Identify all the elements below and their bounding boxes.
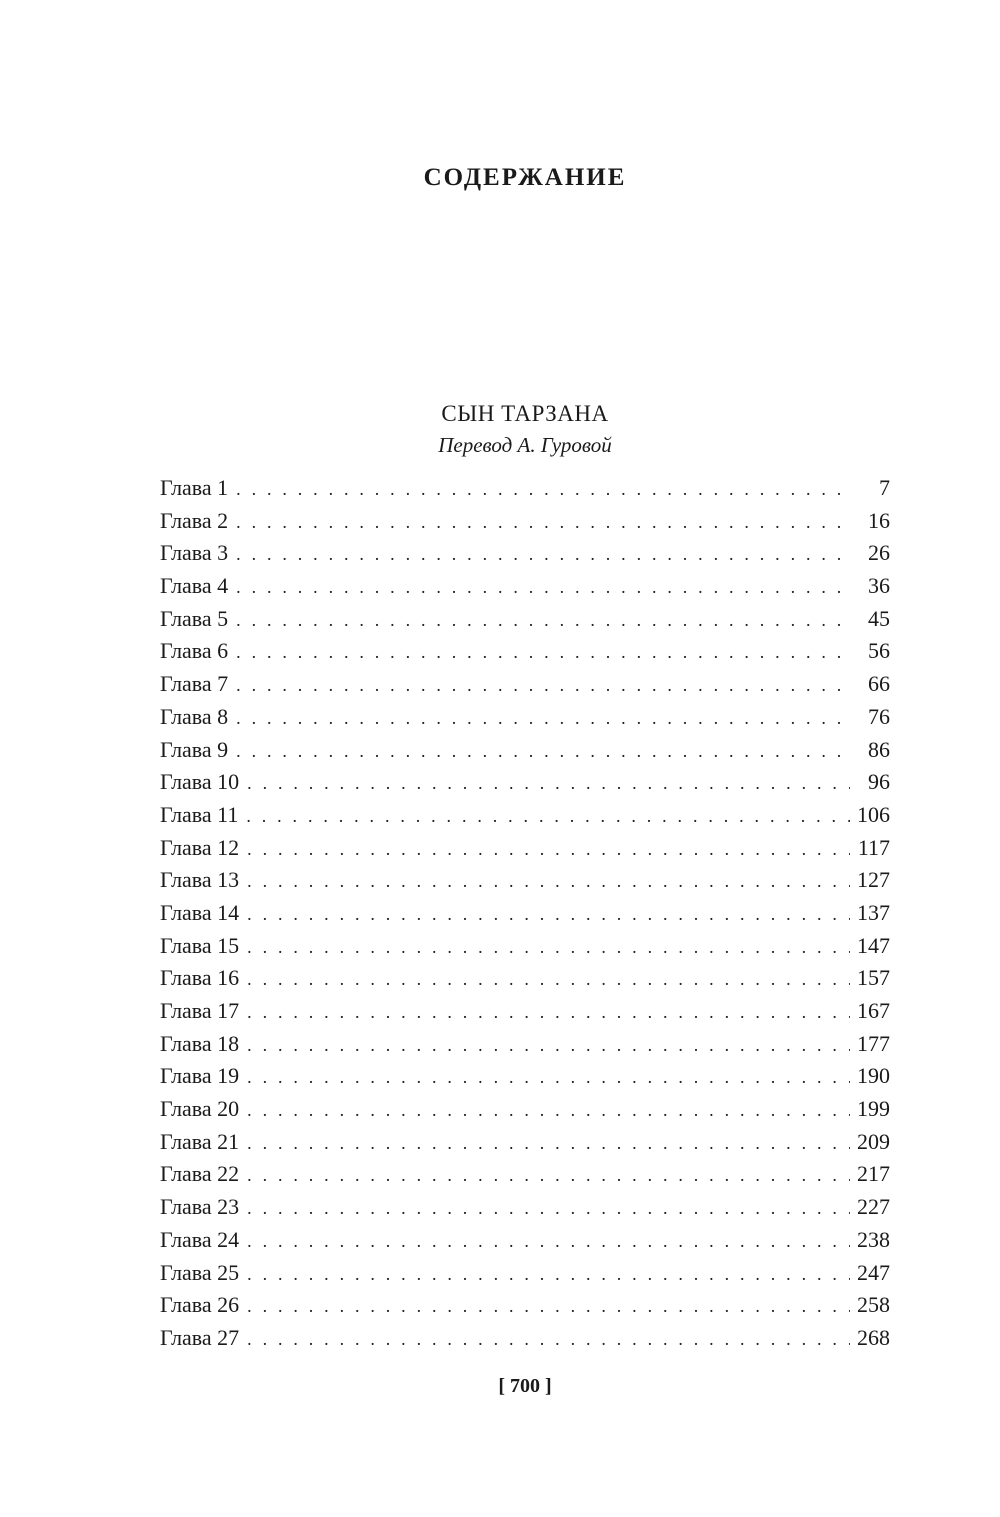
toc-entry-label: Глава 22 [160, 1161, 240, 1187]
toc-entry [160, 864, 890, 897]
toc-dot-leader [247, 931, 850, 964]
toc-entry-page: 227 [857, 1194, 890, 1220]
toc-entry-page: 137 [857, 899, 890, 925]
toc-entry [160, 1289, 890, 1322]
page-number: [ 700 ] [498, 1375, 552, 1397]
toc-entry [160, 930, 890, 963]
toc-entry [160, 766, 890, 799]
toc-dot-leader [236, 538, 850, 571]
toc-dot-leader [236, 604, 850, 637]
toc-entry-page: 106 [857, 801, 890, 827]
toc-entry-label: Глава 7 [160, 671, 229, 697]
toc-entry-label: Глава 19 [160, 1063, 240, 1089]
toc-entry [160, 472, 890, 505]
toc-entry-label: Глава 9 [160, 736, 229, 762]
table-of-contents [160, 472, 890, 1355]
toc-entry [160, 505, 890, 538]
toc-dot-leader [247, 1258, 850, 1291]
toc-entry-label: Глава 10 [160, 769, 240, 795]
toc-entry [160, 603, 890, 636]
toc-entry-page: 7 [879, 475, 890, 500]
toc-entry [160, 962, 890, 995]
toc-entry-page: 190 [857, 1063, 890, 1089]
toc-entry-page: 66 [868, 671, 890, 697]
toc-entry-page: 217 [857, 1161, 890, 1187]
toc-entry-page: 167 [857, 998, 890, 1023]
toc-dot-leader [247, 767, 850, 800]
toc-entry-page: 247 [857, 1259, 890, 1285]
toc-dot-leader [247, 898, 850, 931]
toc-entry-label: Глава 14 [160, 899, 240, 925]
page-title: СОДЕРЖАНИЕ [423, 164, 627, 191]
toc-entry [160, 701, 890, 734]
toc-dot-leader [247, 963, 850, 996]
toc-entry [160, 1322, 890, 1355]
toc-dot-leader [247, 1029, 850, 1062]
toc-dot-leader [236, 473, 850, 506]
toc-entry-page: 268 [857, 1324, 890, 1350]
toc-dot-leader [247, 833, 850, 866]
toc-entry [160, 1257, 890, 1290]
toc-dot-leader [247, 996, 850, 1029]
toc-entry [160, 1060, 890, 1093]
toc-entry-label: Глава 11 [160, 801, 239, 827]
toc-entry [160, 832, 890, 865]
toc-entry-label: Глава 24 [160, 1226, 240, 1252]
toc-dot-leader [247, 1159, 850, 1192]
toc-entry [160, 1158, 890, 1191]
toc-dot-leader [247, 1323, 850, 1356]
toc-dot-leader [247, 865, 850, 898]
toc-dot-leader [247, 1192, 850, 1225]
toc-entry [160, 1224, 890, 1257]
toc-entry [160, 1093, 890, 1126]
toc-entry-label: Глава 18 [160, 1030, 240, 1056]
toc-dot-leader [247, 1127, 850, 1160]
toc-entry-page: 117 [857, 834, 890, 860]
toc-entry [160, 570, 890, 603]
toc-entry-label: Глава 17 [160, 998, 240, 1023]
toc-entry [160, 1191, 890, 1224]
toc-entry-label: Глава 2 [160, 507, 229, 533]
toc-entry-page: 16 [868, 507, 890, 533]
toc-entry-page: 127 [857, 867, 890, 893]
toc-entry-page: 86 [868, 736, 890, 762]
toc-dot-leader [247, 1094, 850, 1127]
toc-entry-label: Глава 1 [160, 475, 229, 500]
toc-entry-page: 209 [857, 1128, 890, 1154]
toc-entry-label: Глава 8 [160, 703, 229, 729]
toc-entry-label: Глава 20 [160, 1096, 240, 1122]
toc-entry [160, 897, 890, 930]
toc-dot-leader [236, 506, 850, 539]
toc-entry-label: Глава 3 [160, 540, 229, 566]
toc-entry-label: Глава 6 [160, 638, 229, 664]
toc-dot-leader [247, 1290, 850, 1323]
translator-credit: Перевод А. Гуровой [438, 433, 612, 457]
toc-entry-page: 238 [857, 1226, 890, 1252]
toc-entry [160, 799, 890, 832]
toc-entry-page: 56 [868, 638, 890, 664]
toc-entry-page: 36 [868, 573, 890, 599]
toc-entry-page: 96 [868, 769, 890, 795]
toc-entry-label: Глава 4 [160, 573, 229, 599]
toc-entry-label: Глава 25 [160, 1259, 240, 1285]
toc-entry-label: Глава 27 [160, 1324, 240, 1350]
toc-entry [160, 668, 890, 701]
toc-entry-label: Глава 21 [160, 1128, 240, 1154]
toc-entry-page: 26 [868, 540, 890, 566]
toc-entry-label: Глава 26 [160, 1292, 240, 1318]
toc-entry-label: Глава 12 [160, 834, 240, 860]
toc-dot-leader [247, 1061, 850, 1094]
toc-dot-leader [246, 800, 850, 833]
toc-entry [160, 1126, 890, 1159]
toc-entry-label: Глава 13 [160, 867, 240, 893]
toc-entry-page: 177 [857, 1030, 890, 1056]
toc-dot-leader [236, 636, 850, 669]
toc-entry [160, 1028, 890, 1061]
book-title: СЫН ТАРЗАНА [441, 401, 609, 426]
toc-entry-page: 45 [868, 605, 890, 631]
toc-dot-leader [236, 735, 850, 768]
toc-entry-page: 258 [857, 1292, 890, 1318]
toc-entry [160, 995, 890, 1028]
toc-entry [160, 537, 890, 570]
toc-entry-label: Глава 5 [160, 605, 229, 631]
toc-entry-label: Глава 15 [160, 932, 240, 958]
toc-entry-label: Глава 16 [160, 965, 240, 991]
toc-dot-leader [236, 571, 850, 604]
toc-entry [160, 734, 890, 767]
toc-entry-page: 157 [857, 965, 890, 991]
toc-dot-leader [236, 669, 850, 702]
toc-entry-label: Глава 23 [160, 1194, 240, 1220]
toc-entry-page: 76 [868, 703, 890, 729]
toc-entry-page: 199 [857, 1096, 890, 1122]
toc-dot-leader [236, 702, 850, 735]
toc-entry-page: 147 [857, 932, 890, 958]
toc-dot-leader [247, 1225, 850, 1258]
toc-entry [160, 635, 890, 668]
